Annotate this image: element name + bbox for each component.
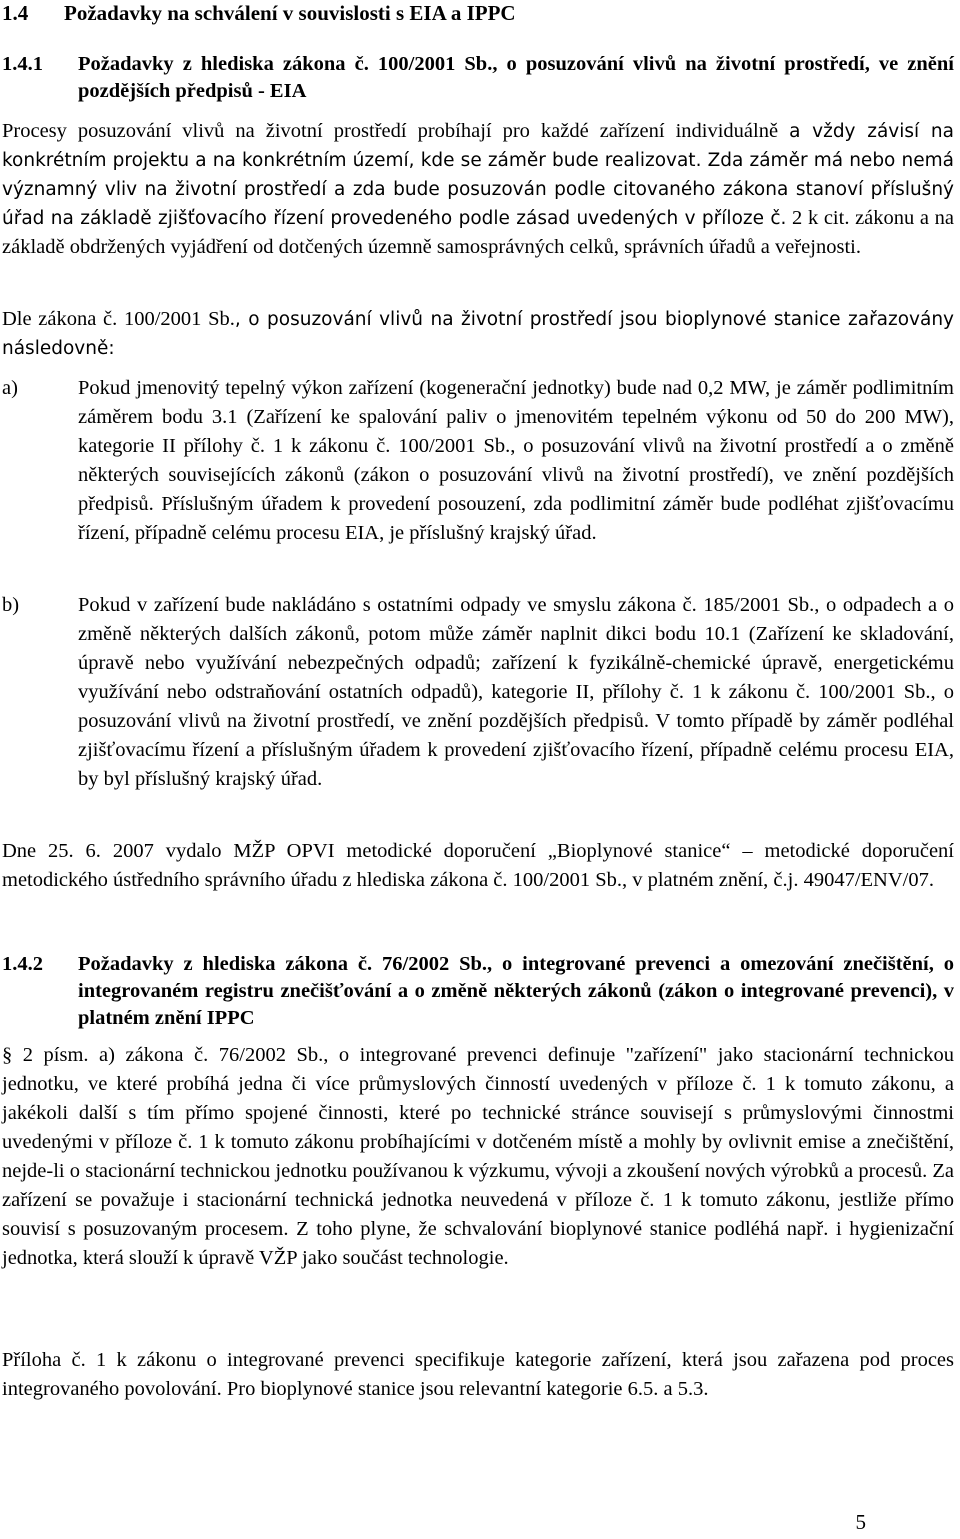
paragraph-text-serif: Procesy posuzování vlivů na životní prostředí probíhají pro každé zařízení individuálně xyxy=(2,120,779,142)
list-item xyxy=(2,374,954,548)
list-text: Pokud jmenovitý tepelný výkon zařízení (kogenerační jednotky) bude nad 0,2 MW, je záměr podlimitním záměrem bodu 3.1 (Zařízení ke spalování paliv o jmenovitém tepelném výkonu od 50 do 200 MW), kategorie II přílohy č. 1 k zákonu č. 100/2001 Sb., o posuzování vlivů na životní prostředí a o změně některých souvisejících zákonů (zákon o posuzování vlivů na životní prostředí), ve znění pozdějších předpisů. Příslušným úřadem k provedení posouzení, zda podlimitní záměr bude podléhat zjišťovacímu řízení, případně celému procesu EIA, je příslušný krajský úřad. xyxy=(78,377,954,544)
list-item xyxy=(2,591,954,794)
section-number: 1.4.1 xyxy=(2,53,43,75)
paragraph-text-rest: 2 k cit. zákonu a na základě obdržených vyjádření od dotčených územně samosprávných celků, správních úřadů a veřejnosti. xyxy=(2,207,954,258)
paragraph-text-serif: Dle zákona č. 100/2001 Sb. xyxy=(2,308,235,330)
paragraph-text: Příloha č. 1 k zákonu o integrované prevenci specifikuje kategorie zařízení, která jsou zařazena pod proces integrovaného povolování. Pro bioplynové stanice jsou relevantní kategorie 6.5. a 5.3. xyxy=(2,1349,954,1400)
section-heading-1-4 xyxy=(2,0,952,26)
section-title: Požadavky z hlediska zákona č. 100/2001 Sb., o posuzování vlivů na životní prostředí, ve znění pozdějších předpisů - EIA xyxy=(78,53,954,102)
paragraph-text: Dne 25. 6. 2007 vydalo MŽP OPVI metodické doporučení „Bioplynové stanice“ – metodické doporučení metodického ústředního správního úřadu z hlediska zákona č. 100/2001 Sb., v platném znění, č.j. 49047/ENV/07. xyxy=(2,840,954,891)
paragraph-text-sans: a vždy závisí na konkrétním projektu a na konkrétním území, kde se záměr bude realizovat. Zda záměr má nebo nemá významný vliv na životní prostředí a zda bude posuzován podle citovaného zákona stanoví příslušný úřad na základě zjišťovacího řízení provedeného podle zásad uvedených v příloze č. xyxy=(2,121,954,229)
section-title: Požadavky na schválení v souvislosti s EIA a IPPC xyxy=(64,1,516,25)
section-heading-1-4-1 xyxy=(2,51,954,105)
list-text: Pokud v zařízení bude nakládáno s ostatními odpady ve smyslu zákona č. 185/2001 Sb., o odpadech a o změně některých dalších zákonů, potom může záměr naplnit dikci bodu 10.1 (Zařízení ke skladování, úpravě nebo využívání nebezpečných odpadů; zařízení k fyzikálně-chemické úpravě, energetickému využívání nebo odstraňování ostatních odpadů), kategorie II, přílohy č. 1 k zákonu č. 100/2001 Sb., o posuzování vlivů na životní prostředí, ve znění pozdějších předpisů. V tomto případě by záměr podléhal zjišťovacímu řízení a příslušným úřadem k provedení zjišťovacího řízení, případně celému procesu EIA, by byl příslušný krajský úřad. xyxy=(78,594,954,790)
list-marker: a) xyxy=(2,377,18,399)
section-number: 1.4.2 xyxy=(2,953,43,975)
section-number: 1.4 xyxy=(2,1,29,25)
paragraph-text-sans: , o posuzování vlivů na životní prostředí jsou bioplynové stanice zařazovány následovně: xyxy=(2,309,955,359)
section-title: Požadavky z hlediska zákona č. 76/2002 Sb., o integrované prevenci a omezování znečištění, o integrovaném registru znečišťování a o změně některých zákonů (zákon o integrované prevenci), v platném znění IPPC xyxy=(78,953,954,1029)
paragraph-text: § 2 písm. a) zákona č. 76/2002 Sb., o integrované prevenci definuje "zařízení" jako stacionární technickou jednotku, ve které probíhá jedna či více průmyslových činností uvedených v příloze č. 1 k tomuto zákonu, a jakékoli další s tím přímo spojené činnosti, které po technické stránce souvisejí s průmyslovými činnostmi uvedenými v příloze č. 1 k tomuto zákonu probíhajícími v dotčeném místě a mohly by ovlivnit emise a znečištění, nejde-li o stacionární technickou jednotku používanou k výzkumu, vývoji a zkoušení nových výrobků a procesů. Za zařízení se považuje i stacionární technická jednotka neuvedená v příloze č. 1 k tomuto zákonu, jestliže přímo souvisí s posuzovaným procesem. Z toho plyne, že schvalování bioplynové stanice podléhá např. i hygienizační jednotka, která slouží k úpravě VŽP jako součást technologie. xyxy=(2,1044,954,1269)
paragraph-definition xyxy=(2,1041,954,1273)
section-heading-1-4-2 xyxy=(2,951,954,1032)
paragraph-annex xyxy=(2,1346,954,1404)
paragraph-classification xyxy=(2,305,954,363)
list-marker: b) xyxy=(2,594,20,616)
page-number: 5 xyxy=(855,1510,866,1534)
paragraph-methodology xyxy=(2,837,954,895)
paragraph-eia-process xyxy=(2,117,954,262)
